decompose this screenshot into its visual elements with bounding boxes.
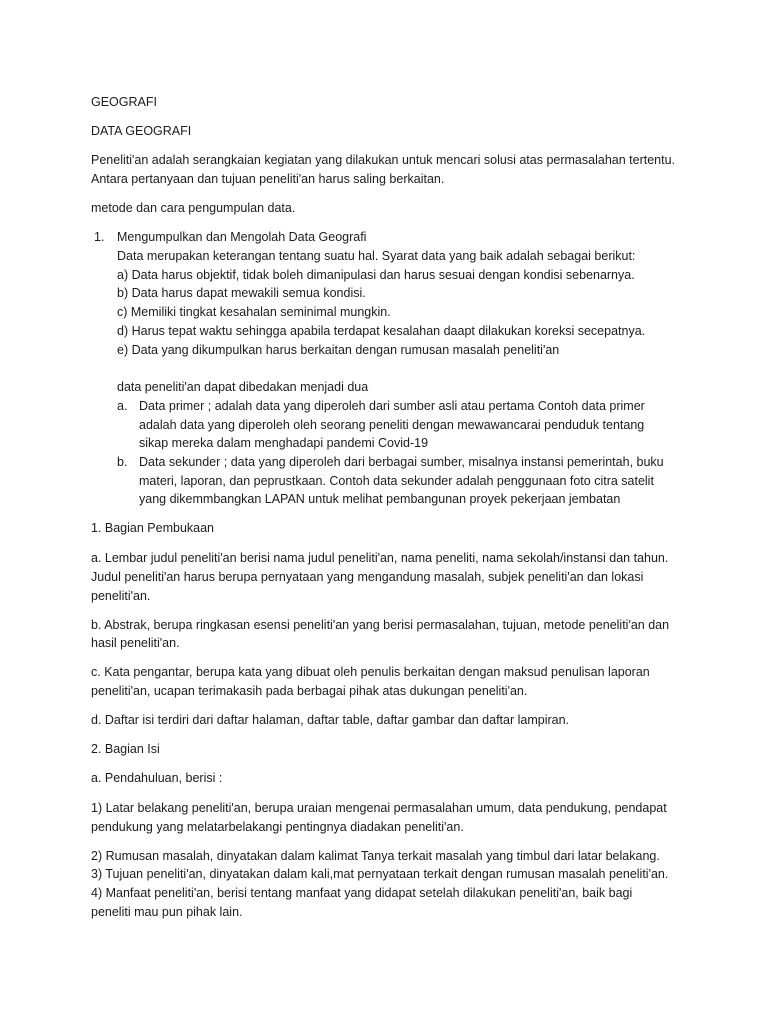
paragraph-d-line-1: d. Daftar isi terdiri dari daftar halaman, daftar table, daftar gambar dan daftar lampiran.	[91, 713, 570, 727]
paragraph-b-line-2: hasil peneliti'an.	[91, 636, 180, 650]
section2-heading: 2. Bagian Isi	[91, 742, 160, 756]
point-4-line-1: 4) Manfaat peneliti'an, berisi tentang manfaat yang didapat setelah dilakukan peneliti'an, baik bagi	[91, 886, 633, 900]
paragraph-c-line-1: c. Kata pengantar, berupa kata yang dibuat oleh penulis berkaitan dengan maksud penulisan laporan	[91, 665, 650, 679]
point-4-line-2: peneliti mau pun pihak lain.	[91, 905, 243, 919]
doc-subtitle: DATA GEOGRAFI	[91, 124, 192, 138]
paragraph-c-line-2: peneliti'an, ucapan terimakasih pada berbagai pihak atas dukungan peneliti'an.	[91, 684, 528, 698]
type-b-line-1: Data sekunder ; data yang diperoleh dari berbagai sumber, misalnya instansi pemerintah, buku	[139, 455, 664, 469]
paragraph-b-line-1: b. Abstrak, berupa ringkasan esensi peneliti'an yang berisi permasalahan, tujuan, metode peneliti'an dan	[91, 618, 670, 632]
requirement-b: b) Data harus dapat mewakili semua kondisi.	[117, 286, 366, 300]
requirement-d: d) Harus tepat waktu sehingga apabila terdapat kesalahan daapt dilakukan koreksi secepatnya.	[117, 324, 646, 338]
intro-line-1: Peneliti'an adalah serangkaian kegiatan yang dilakukan untuk mencari solusi atas permasalahan tertentu.	[91, 153, 676, 167]
type-a-line-2: adalah data yang diperoleh oleh seorang peneliti dengan mewawancarai penduduk tentang	[139, 418, 645, 432]
type-b-line-2: materi, laporan, dan peprustkaan. Contoh data sekunder adalah penggunaan foto citra satelit	[139, 474, 654, 488]
paragraph-a-line-1: a. Lembar judul peneliti'an berisi nama judul peneliti'an, nama peneliti, nama sekolah/instansi dan tahun.	[91, 551, 669, 565]
paragraph-a-line-3: peneliti'an.	[91, 589, 151, 603]
point-1-line-1: 1) Latar belakang peneliti'an, berupa uraian mengenai permasalahan umum, data pendukung, pendapat	[91, 801, 667, 815]
type-b-line-3: yang dikemmbangkan LAPAN untuk melihat pembangunan proyek pekerjaan jembatan	[139, 492, 621, 506]
intro-line-2: Antara pertanyaan dan tujuan peneliti'an harus saling berkaitan.	[91, 172, 445, 186]
item1-heading: Mengumpulkan dan Mengolah Data Geografi	[117, 230, 367, 244]
point-3: 3) Tujuan peneliti'an, dinyatakan dalam kali,mat pernyataan terkait dengan rumusan masalah peneliti'an.	[91, 867, 669, 881]
type-marker-a: a.	[117, 399, 128, 413]
doc-title: GEOGRAFI	[91, 95, 157, 109]
requirement-c: c) Memiliki tingkat kesahalan seminimal mungkin.	[117, 305, 391, 319]
section2-subheading: a. Pendahuluan, berisi :	[91, 771, 223, 785]
paragraph-a-line-2: Judul peneliti'an harus berupa pernyataan yang mengandung masalah, subjek peneliti'an dan lokasi	[91, 570, 644, 584]
type-a-line-3: sikap mereka dalam menghadapi pandemi Covid-19	[139, 436, 429, 450]
requirement-a: a) Data harus objektif, tidak boleh dimanipulasi dan harus sesuai dengan kondisi sebenarnya.	[117, 268, 635, 282]
type-a-line-1: Data primer ; adalah data yang diperoleh dari sumber asli atau pertama Contoh data primer	[139, 399, 645, 413]
requirement-e: e) Data yang dikumpulkan harus berkaitan dengan rumusan masalah peneliti'an	[117, 343, 560, 357]
types-intro: data peneliti'an dapat dibedakan menjadi dua	[117, 380, 369, 394]
point-1-line-2: pendukung yang melatarbelakangi pentingnya diadakan peneliti'an.	[91, 820, 464, 834]
item1-description: Data merupakan keterangan tentang suatu hal. Syarat data yang baik adalah sebagai berikut:	[117, 249, 636, 263]
section1-heading: 1. Bagian Pembukaan	[91, 521, 215, 535]
point-2: 2) Rumusan masalah, dinyatakan dalam kalimat Tanya terkait masalah yang timbul dari latar belakang.	[91, 849, 660, 863]
list-number: 1.	[94, 230, 105, 244]
methods-line: metode dan cara pengumpulan data.	[91, 201, 296, 215]
type-marker-b: b.	[117, 455, 128, 469]
